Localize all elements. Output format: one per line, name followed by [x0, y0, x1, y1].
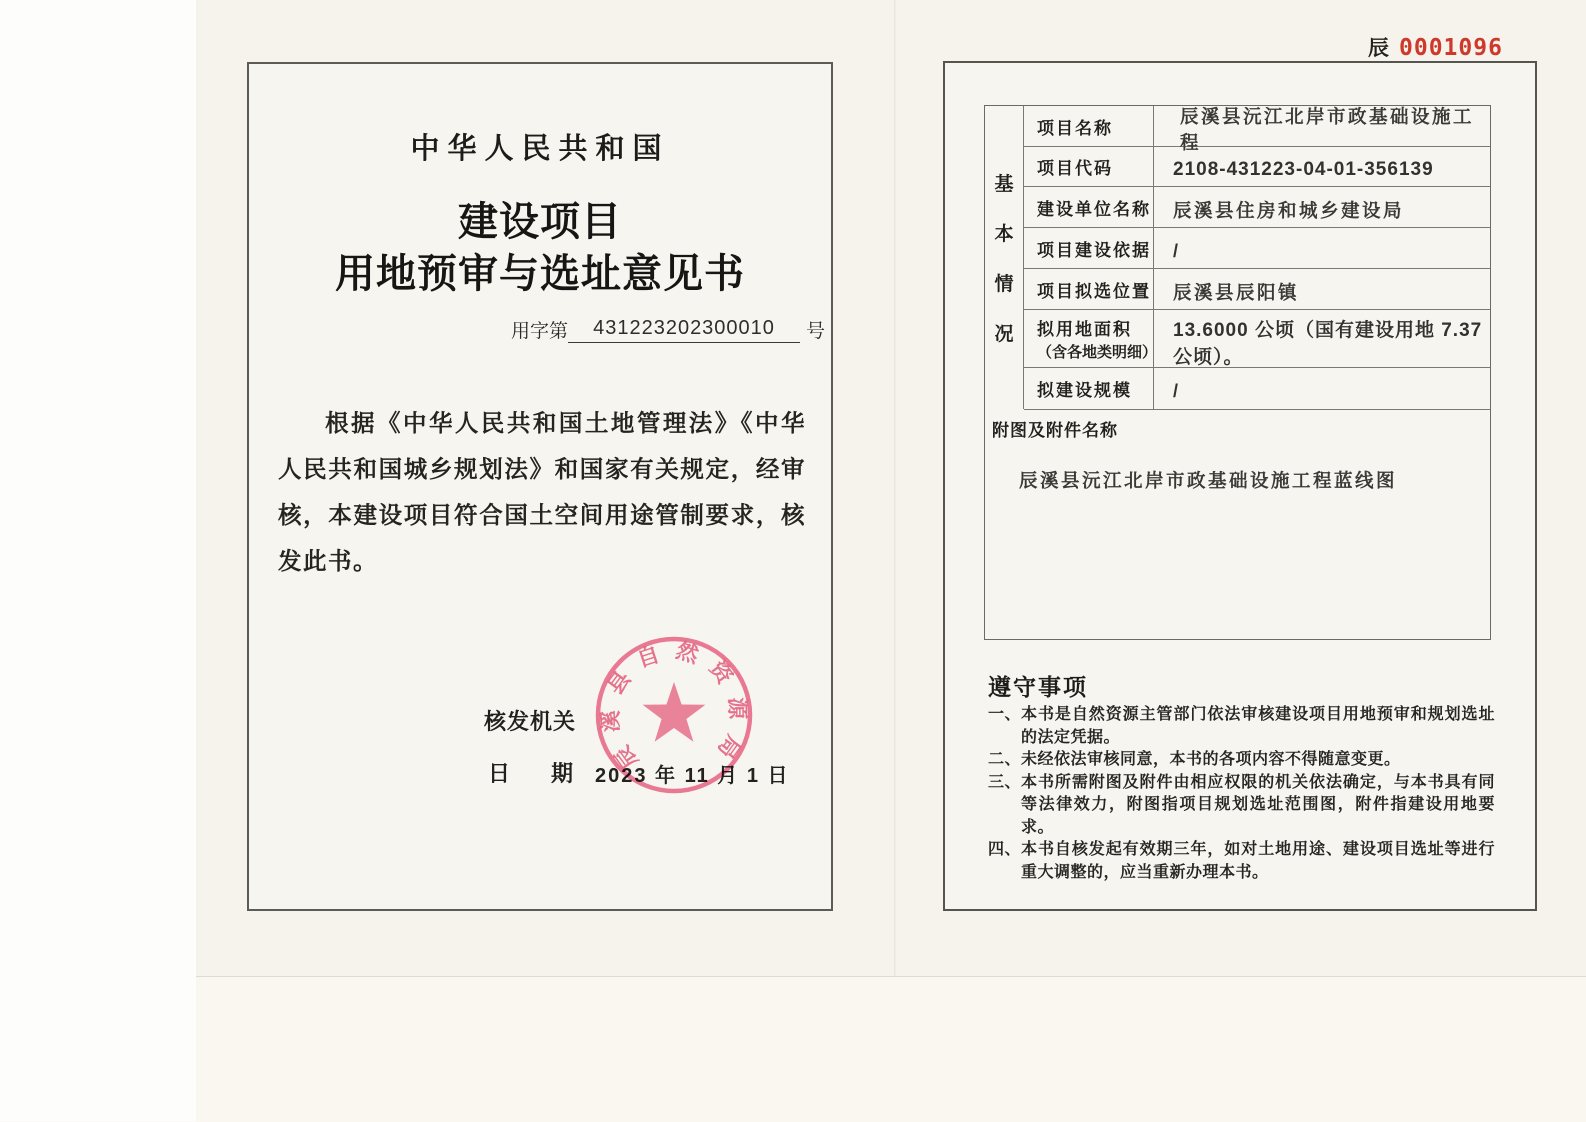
scan-paper-bottom-edge [196, 976, 1586, 1122]
issue-date: 2023 年 11 月 1 日 [595, 765, 790, 787]
row-value: 辰溪县沅江北岸市政基础设施工程 [1180, 108, 1475, 154]
certificate-cover-page [247, 62, 833, 911]
stamp-arc-text: 辰溪县自然资源局 [597, 637, 751, 774]
basic-info-table [984, 105, 1491, 640]
table-row [1024, 147, 1490, 187]
stamp-star-icon [643, 682, 706, 742]
table-row [1024, 228, 1490, 269]
table-row [1024, 187, 1490, 228]
attachment-item: 辰溪县沅江北岸市政基础设施工程蓝线图 [1019, 472, 1398, 492]
note-item: 二、 未经依法审核同意，本书的各项内容不得随意变更。 [988, 751, 1401, 768]
row-label: 拟建设规模 [1024, 368, 1154, 409]
official-seal-stamp [574, 615, 774, 815]
row-label: 项目建设依据 [1024, 228, 1154, 268]
document-title-line1: 建设项目 [458, 200, 622, 244]
note-item: 一、 本书是自然资源主管部门依法审核建设项目用地预审和规划选址的法定凭据。 [988, 706, 1495, 746]
certificate-detail-page [943, 61, 1537, 911]
row-value: 辰溪县辰阳镇 [1173, 284, 1300, 304]
row-value: / [1173, 240, 1179, 261]
issuing-authority-label: 核发机关 [484, 709, 577, 734]
attachments-section [985, 409, 1490, 639]
table-row [1024, 368, 1490, 410]
table-row [1024, 310, 1490, 368]
scan-margin [0, 0, 197, 1121]
document-number-prefix: 用字第 [511, 321, 569, 342]
document-number-value: 431223202300010 [568, 317, 800, 343]
row-value: 辰溪县住房和城乡建设局 [1173, 202, 1405, 222]
table-row [1024, 106, 1490, 154]
row-label: 建设单位名称 [1024, 187, 1154, 227]
row-value: 13.6000 公顷（国有建设用地 7.37 公顷）。 [1173, 319, 1483, 368]
date-label: 日 期 [488, 761, 573, 786]
serial-prefix: 辰 [1368, 36, 1389, 60]
row-label: 项目拟选位置 [1024, 269, 1154, 309]
table-vertical-header: 基 本 情 况 [985, 106, 1024, 409]
document-title-line2: 用地预审与选址意见书 [335, 252, 745, 296]
row-label: 项目名称 [1024, 106, 1154, 146]
attachments-label: 附图及附件名称 [992, 421, 1118, 440]
document-number-suffix: 号 [806, 321, 826, 342]
serial-number: 0001096 [1399, 35, 1503, 61]
row-label: 项目代码 [1024, 147, 1154, 186]
country-title: 中华人民共和国 [410, 133, 670, 165]
certificate-body-text: 根据《中华人民共和国土地管理法》《中华人民共和国城乡规划法》和国家有关规定，经审核，本建设项目符合国土空间用途管制要求，核发此书。 [278, 410, 806, 574]
note-item: 三、 本书所需附图及附件由相应权限的机关依法确定，与本书具有同等法律效力，附图指项目规划选址范围图，附件指建设用地要求。 [988, 773, 1495, 836]
compliance-notes-list [988, 704, 1495, 884]
page-fold-line [894, 0, 896, 976]
row-label: 拟用地面积 （含各地类明细） [1024, 310, 1154, 367]
compliance-notes-title: 遵守事项 [988, 674, 1088, 700]
row-value: 2108-431223-04-01-356139 [1173, 158, 1434, 180]
table-row [1024, 269, 1490, 310]
serial-number-line [1368, 32, 1503, 62]
document-number-line [511, 316, 825, 343]
row-value: / [1173, 381, 1179, 401]
note-item: 四、 本书自核发起有效期三年，如对土地用途、建设项目选址等进行重大调整的，应当重新办理本书。 [988, 841, 1495, 881]
